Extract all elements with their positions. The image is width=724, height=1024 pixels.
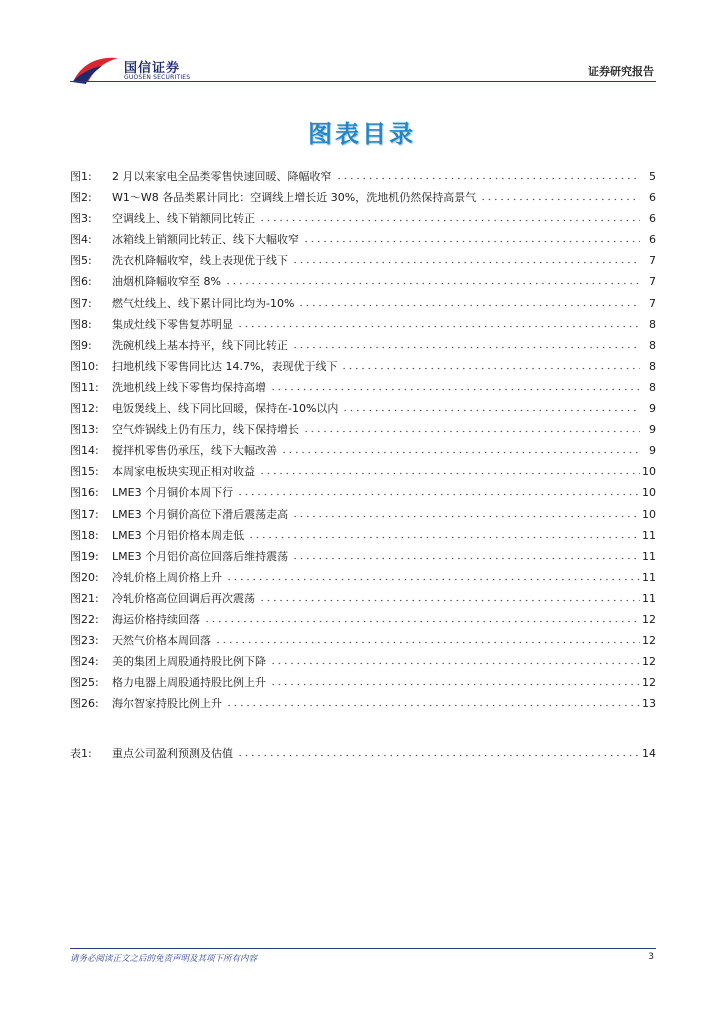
entry-page: 12 [642,634,656,648]
entry-page: 12 [642,676,656,690]
dot-leader [342,402,640,412]
entry-title: LME3 个月铝价格本周走低 [112,528,245,542]
toc-entry[interactable] [70,210,656,231]
entry-title: 扫地机线下零售同比达 14.7%，表现优于线下 [112,359,338,373]
toc-entry[interactable] [70,674,656,695]
entry-title: 燃气灶线上、线下累计同比均为-10% [112,296,295,310]
toc-entry[interactable] [70,611,656,632]
entry-title: 海尔智家持股比例上升 [112,697,222,711]
entry-label: 图16: [70,486,99,500]
entry-page: 10 [642,507,656,521]
entry-page: 10 [642,465,656,479]
entry-label: 图8: [70,317,92,331]
dot-leader [237,747,640,757]
toc-entry[interactable] [70,745,656,766]
entry-label: 图13: [70,423,99,437]
logo-mark-icon [72,54,120,84]
dot-leader [480,191,640,201]
dot-leader [336,170,641,180]
toc-entry[interactable] [70,295,656,316]
toc-entry[interactable] [70,358,656,379]
dot-leader [281,444,640,454]
entry-title: 空调线上、线下销额同比转正 [112,212,255,226]
dot-leader [237,486,640,496]
entry-title: LME3 个月铜价本周下行 [112,486,234,500]
toc-entry[interactable] [70,189,656,210]
entry-label: 图18: [70,528,99,542]
entry-page: 11 [642,570,656,584]
entry-page: 8 [649,317,656,331]
entry-title: 重点公司盈利预测及估值 [112,747,233,760]
entry-label: 图20: [70,570,99,584]
toc-entry[interactable] [70,653,656,674]
entry-label: 图1: [70,170,92,183]
disclaimer: 请务必阅读正文之后的免责声明及其项下所有内容 [70,954,258,964]
dot-leader [341,360,640,370]
dot-leader [259,212,640,222]
brand-name-cn: 国信证券 [124,61,181,76]
entry-title: 海运价格持续回落 [112,612,200,626]
entry-page: 12 [642,655,656,669]
entry-page: 8 [649,338,656,352]
entry-label: 图6: [70,275,92,289]
dot-leader [226,571,640,581]
entry-label: 图21: [70,591,99,605]
dot-leader [259,465,640,475]
entry-title: 油烟机降幅收窄至 8% [112,275,221,289]
entry-page: 10 [642,486,656,500]
entry-page: 13 [642,697,656,711]
dot-leader [226,697,640,707]
entry-page: 11 [642,591,656,605]
entry-page: 6 [649,212,656,226]
toc-entry[interactable] [70,231,656,252]
dot-leader [204,613,640,623]
guosen-logo [72,54,202,84]
dot-leader [225,275,640,285]
entry-page: 9 [649,444,656,458]
entry-page: 6 [649,233,656,247]
toc-entry[interactable] [70,463,656,484]
dot-leader [303,423,640,433]
entry-label: 图15: [70,465,99,479]
entry-label: 图12: [70,402,99,416]
toc-entry[interactable] [70,590,656,611]
toc-entry[interactable] [70,379,656,400]
header-divider [70,81,656,82]
entry-title: 空气炸锅线上仍有压力，线下保持增长 [112,423,299,437]
dot-leader [248,529,640,539]
dot-leader [303,233,640,243]
dot-leader [270,676,640,686]
entry-title: 搅拌机零售仍承压，线下大幅改善 [112,444,277,458]
entry-label: 图5: [70,254,92,268]
entry-page: 9 [649,402,656,416]
entry-title: 天然气价格本周回落 [112,634,211,648]
toc-entry[interactable] [70,527,656,548]
toc-entry[interactable] [70,695,656,716]
page-header [0,0,724,90]
entry-label: 图9: [70,338,92,352]
toc-entry[interactable] [70,548,656,569]
dot-leader [292,254,640,264]
entry-title: LME3 个月铜价高位下滑后震荡走高 [112,507,289,521]
entry-page: 7 [649,296,656,310]
entry-page: 14 [642,747,656,760]
dot-leader [237,318,640,328]
entry-label: 图22: [70,612,99,626]
entry-title: 冷轧价格高位回调后再次震荡 [112,591,255,605]
brand-name-en: GUOSEN SECURITIES [124,74,191,81]
toc-entry[interactable] [70,337,656,358]
entry-title: 集成灶线下零售复苏明显 [112,317,233,331]
entry-title: LME3 个月铝价高位回落后维持震荡 [112,549,289,563]
entry-label: 图14: [70,444,99,458]
entry-title: 本周家电板块实现正相对收益 [112,465,255,479]
entry-title: W1～W8 各品类累计同比：空调线上增长近 30%，洗地机仍然保持高景气 [112,191,477,205]
toc-entry[interactable] [70,168,656,189]
toc-entry[interactable] [70,569,656,590]
toc-entry[interactable] [70,252,656,273]
entry-page: 8 [649,380,656,394]
entry-page: 7 [649,275,656,289]
entry-page: 9 [649,423,656,437]
toc-entry[interactable] [70,421,656,442]
entry-title: 冰箱线上销额同比转正、线下大幅收窄 [112,233,299,247]
entry-title: 格力电器上周股通持股比例上升 [112,676,266,690]
dot-leader [292,550,640,560]
dot-leader [292,339,640,349]
entry-label: 表1: [70,747,92,760]
entry-label: 图23: [70,634,99,648]
entry-label: 图4: [70,233,92,247]
entry-label: 图10: [70,359,99,373]
entry-label: 图3: [70,212,92,226]
dot-leader [298,297,640,307]
figure-list [70,168,656,716]
toc-entry[interactable] [70,506,656,527]
entry-page: 5 [649,170,656,183]
dot-leader [259,592,640,602]
entry-page: 12 [642,612,656,626]
dot-leader [292,508,640,518]
entry-page: 11 [642,549,656,563]
entry-label: 图2: [70,191,92,205]
entry-title: 冷轧价格上周价格上升 [112,570,222,584]
page-title: 图表目录 [308,120,416,148]
toc-entry[interactable] [70,400,656,421]
entry-page: 6 [649,191,656,205]
entry-page: 11 [642,528,656,542]
entry-title: 洗衣机降幅收窄，线上表现优于线下 [112,254,288,268]
entry-label: 图11: [70,380,99,394]
entry-title: 洗碗机线上基本持平，线下同比转正 [112,338,288,352]
entry-title: 2 月以来家电全品类零售快速回暖、降幅收窄 [112,170,332,183]
toc-entry[interactable] [70,484,656,505]
entry-page: 8 [649,359,656,373]
entry-title: 电饭煲线上、线下同比回暖，保持在-10%以内 [112,402,339,416]
entry-label: 图24: [70,655,99,669]
entry-page: 7 [649,254,656,268]
entry-title: 美的集团上周股通持股比例下降 [112,655,266,669]
dot-leader [270,655,640,665]
page-number: 3 [648,952,654,962]
toc-entry[interactable] [70,442,656,463]
dot-leader [215,634,640,644]
footer-divider [70,948,656,949]
entry-label: 图25: [70,676,99,690]
report-type: 证券研究报告 [588,65,654,78]
entry-label: 图26: [70,697,99,711]
dot-leader [270,381,640,391]
entry-title: 洗地机线上线下零售均保持高增 [112,380,266,394]
toc-entry[interactable] [70,632,656,653]
entry-label: 图7: [70,296,92,310]
toc-entry[interactable] [70,273,656,294]
toc-entry[interactable] [70,316,656,337]
entry-label: 图19: [70,549,99,563]
entry-label: 图17: [70,507,99,521]
table-list [70,745,656,766]
